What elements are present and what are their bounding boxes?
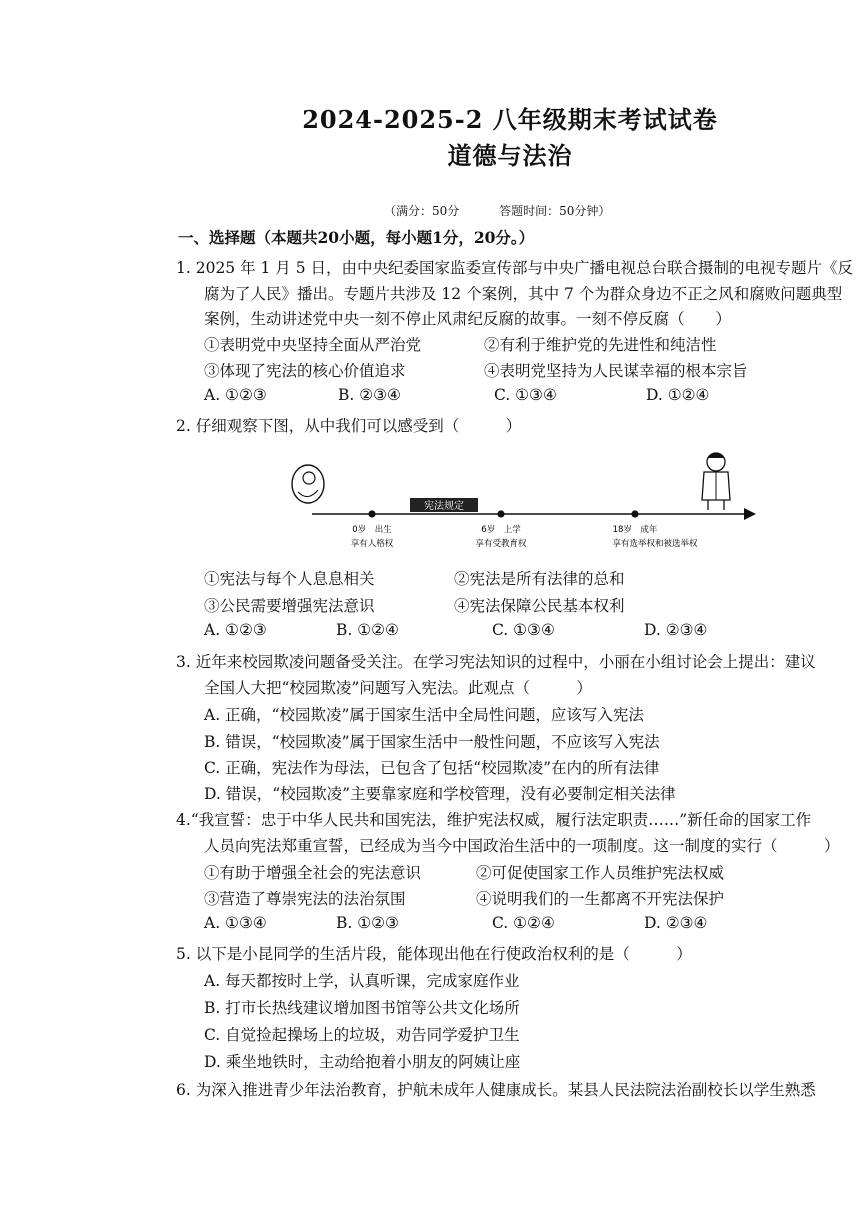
section-heading: 一、选择题（本题共20小题，每小题1分，20分。） — [178, 228, 535, 247]
q5-choice-b: B. 打市长热线建议增加图书馆等公共文化场所 — [204, 999, 520, 1017]
q5-choice-c: C. 自觉捡起操场上的垃圾，劝告同学爱护卫生 — [204, 1026, 520, 1044]
q3-choice-b: B. 错误，“校园欺凌”属于国家生活中一般性问题，不应该写入宪法 — [204, 733, 660, 751]
q3-line-1: 3. 近年来校园欺凌问题备受关注。在学习宪法知识的过程中，小丽在小组讨论会上提出：建议 — [176, 653, 816, 671]
q3-line-2: 全国人大把“校园欺凌”问题写入宪法。此观点（ ） — [204, 679, 592, 697]
timeline-arrow — [744, 508, 756, 520]
q4-statement-3: ③营造了尊崇宪法的法治氛围 — [204, 890, 406, 908]
q2-choice-b: B. ①②④ — [336, 621, 399, 639]
adult-icon — [702, 453, 730, 510]
q4-choice-a: A. ①③④ — [204, 914, 267, 932]
q4-choice-b: B. ①②③ — [336, 914, 399, 932]
q2-statement-3: ③公民需要增强宪法意识 — [204, 597, 375, 615]
q2-choice-d: D. ②③④ — [644, 621, 708, 639]
answer-time: 答题时间：50分钟） — [499, 204, 611, 218]
q4-choice-c: C. ①②④ — [492, 914, 555, 932]
q1-choice-d: D. ①②④ — [646, 386, 710, 404]
q2-statement-1: ①宪法与每个人息息相关 — [204, 570, 375, 588]
q1-statement-2: ②有利于维护党的先进性和纯洁性 — [484, 336, 717, 354]
q1-statement-4: ④表明党坚持为人民谋幸福的根本宗旨 — [484, 362, 748, 380]
q1-choice-b: B. ②③④ — [338, 386, 401, 404]
milestone-dot-adult — [631, 510, 638, 517]
milestone-adult-right: 享有选举权和被选举权 — [612, 539, 698, 549]
q1-line-1: 1. 2025 年 1 月 5 日，由中央纪委国家监委宣传部与中央广播电视总台联合摄制的电视专题片《反 — [176, 259, 854, 277]
q1-choice-c: C. ①③④ — [494, 386, 557, 404]
baby-icon — [292, 465, 324, 503]
q3-choice-c: C. 正确，宪法作为母法，已包含了包括“校园欺凌”在内的所有法律 — [204, 759, 660, 777]
q5-choice-a: A. 每天都按时上学，认真听课，完成家庭作业 — [204, 972, 520, 990]
exam-meta — [384, 202, 646, 219]
q4-line-1: 4.“我宣誓：忠于中华人民共和国宪法，维护宪法权威，履行法定职责……”新任命的国家工作 — [176, 811, 812, 829]
q4-statement-4: ④说明我们的一生都离不开宪法保护 — [476, 890, 725, 908]
milestone-birth-right: 享有人格权 — [350, 539, 394, 549]
milestone-birth-label: 0岁 出生 — [352, 525, 392, 535]
q4-line-2: 人员向宪法郑重宣誓，已经成为当今中国政治生活中的一项制度。这一制度的实行（ ） — [204, 837, 840, 855]
q1-statement-3: ③体现了宪法的核心价值追求 — [204, 362, 406, 380]
q5-choice-d: D. 乘坐地铁时，主动给抱着小朋友的阿姨让座 — [204, 1053, 521, 1071]
q3-choice-a: A. 正确，“校园欺凌”属于国家生活中全局性问题，应该写入宪法 — [204, 706, 644, 724]
q1-line-2: 腐为了人民》播出。专题片共涉及 12 个案例，其中 7 个为群众身边不正之风和腐败问题典型 — [204, 285, 843, 303]
q4-statement-1: ①有助于增强全社会的宪法意识 — [204, 864, 422, 882]
full-score: （满分：50分 — [384, 204, 460, 218]
milestone-school-label: 6岁 上学 — [481, 525, 521, 535]
q2-statement-4: ④宪法保障公民基本权利 — [454, 597, 625, 615]
q4-choice-d: D. ②③④ — [644, 914, 708, 932]
banner-label: 宪法规定 — [424, 501, 464, 512]
subject-title: 道德与法治 — [447, 141, 573, 170]
q1-choice-a: A. ①②③ — [204, 386, 267, 404]
exam-title: 2024-2025-2 八年级期末考试试卷 — [302, 105, 718, 134]
q2-statement-2: ②宪法是所有法律的总和 — [454, 570, 625, 588]
milestone-dot-birth — [368, 510, 375, 517]
q1-statement-1: ①表明党中央坚持全面从严治党 — [204, 336, 422, 354]
q2-line-1: 2. 仔细观察下图，从中我们可以感受到（ ） — [176, 417, 522, 435]
q4-statement-2: ②可促使国家工作人员维护宪法权威 — [476, 864, 725, 882]
q3-choice-d: D. 错误，“校园欺凌”主要靠家庭和学校管理，没有必要制定相关法律 — [204, 785, 676, 803]
milestone-school-right: 享有受教育权 — [475, 539, 527, 549]
q1-line-3: 案例，生动讲述党中央一刻不停止风肃纪反腐的故事。一刻不停反腐（ ） — [204, 310, 732, 328]
milestone-dot-school — [497, 510, 504, 517]
q2-choice-a: A. ①②③ — [204, 621, 267, 639]
q5-line-1: 5. 以下是小昆同学的生活片段，能体现出他在行使政治权利的是（ ） — [176, 945, 692, 963]
q2-choice-c: C. ①③④ — [492, 621, 555, 639]
milestone-adult-label: 18岁 成年 — [612, 525, 658, 535]
constitution-timeline-figure — [282, 448, 762, 556]
q6-line-1: 6. 为深入推进青少年法治教育，护航未成年人健康成长。某县人民法院法治副校长以学生熟悉 — [176, 1081, 816, 1099]
